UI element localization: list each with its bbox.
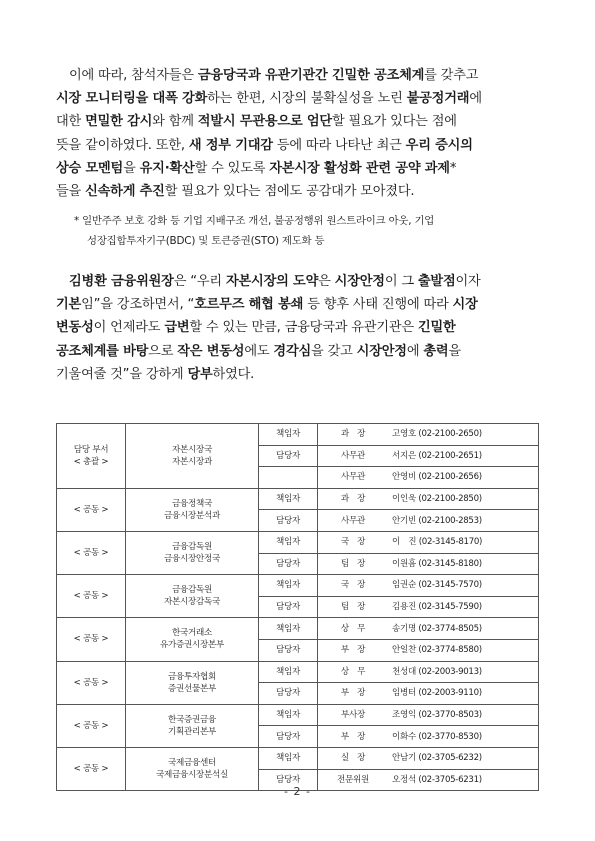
contact-person: 서지은 (02-2100-2651) — [388, 445, 539, 467]
text-line — [56, 180, 539, 203]
contact-title: 상 무 — [318, 618, 389, 640]
department-group-label — [57, 424, 126, 489]
footnote-line-2: 성장집합투자기구(BDC) 및 토큰증권(STO) 제도화 등 — [87, 235, 325, 247]
department-group-label — [57, 661, 126, 704]
contact-title: 국 장 — [318, 531, 389, 553]
department-group-label — [57, 704, 126, 747]
footnote — [74, 211, 544, 251]
contact-person: 고영호 (02-2100-2650) — [388, 424, 539, 446]
body-text: 을 — [448, 343, 461, 359]
organization-name — [126, 424, 259, 489]
body-text: 으로 — [148, 343, 178, 359]
contact-person: 천성대 (02-2003-9013) — [388, 661, 539, 683]
emphasis-text: 자본시장의 도약 — [225, 274, 319, 289]
contact-row — [57, 575, 539, 597]
contact-person: 송기명 (02-3774-8505) — [388, 618, 539, 640]
body-text: 할 수 있도록 — [194, 160, 270, 176]
body-text: 와 함께 — [152, 114, 198, 130]
contact-title: 사무관 — [318, 467, 389, 489]
department-group-label — [57, 618, 126, 661]
emphasis-text: 경각심 — [273, 343, 312, 359]
text-line — [56, 270, 539, 293]
contact-role: 담당자 — [259, 553, 318, 575]
page-number: - 2 - — [284, 785, 311, 798]
body-text — [56, 274, 69, 289]
contact-title: 사무관 — [318, 445, 389, 467]
emphasis-text: 자본시장 활성화 관련 공약 과제 — [269, 160, 450, 176]
body-text: 등 향후 사태 진행에 따라 — [303, 297, 453, 313]
body-text: 뜻을 같이하였다. 또한, — [56, 137, 189, 153]
body-text: 에 — [406, 343, 424, 359]
emphasis-text: 시장안정 — [356, 343, 407, 359]
group-text: < 공동 > — [73, 504, 109, 515]
text-line — [56, 134, 539, 157]
contact-row — [57, 531, 539, 553]
contact-row — [57, 488, 539, 510]
contact-role: 담당자 — [259, 639, 318, 661]
organization-text: 금융시장안정국 — [163, 554, 220, 565]
body-text: 이자 — [455, 274, 481, 289]
organization-name — [126, 661, 259, 704]
body-text: 은 — [318, 274, 335, 289]
contact-person: 안영비 (02-2100-2656) — [388, 467, 539, 489]
contact-row — [57, 747, 539, 769]
group-text: < 공동 > — [73, 591, 109, 602]
contact-role: 책임자 — [259, 488, 318, 510]
organization-text: 금융정책국 — [171, 498, 212, 509]
text-line — [56, 316, 539, 339]
contact-title: 부 장 — [318, 683, 389, 705]
body-text: 하는 한편, 시장의 불확실성을 노린 — [207, 91, 407, 107]
contact-title: 전문위원 — [318, 769, 389, 791]
organization-text: 한국거래소 — [171, 628, 212, 639]
emphasis-text: 공조체계를 바탕 — [56, 343, 149, 359]
body-text: 대한 — [56, 114, 86, 130]
department-group-label — [57, 575, 126, 618]
contact-role — [259, 467, 318, 489]
group-text: 담당 부서 — [73, 444, 109, 455]
organization-text: 금융감독원 — [171, 542, 212, 553]
emphasis-text: 호르무즈 해협 봉쇄 — [194, 297, 304, 313]
organization-text: 금융시장분석과 — [163, 510, 220, 521]
department-group-label — [57, 531, 126, 574]
body-text: 이 그 — [384, 274, 418, 289]
emphasis-text: 유지·확산 — [139, 160, 195, 176]
contact-title: 부 장 — [318, 639, 389, 661]
emphasis-text: 작은 변동성 — [177, 343, 245, 359]
body-text: 에 — [469, 91, 482, 107]
contact-table — [56, 423, 539, 791]
contact-title: 과 장 — [318, 488, 389, 510]
contact-row — [57, 618, 539, 640]
contact-person: 이원흠 (02-3145-8180) — [388, 553, 539, 575]
body-text: 은 “우리 — [173, 274, 226, 289]
contact-role: 담당자 — [259, 726, 318, 748]
group-text: < 공동 > — [73, 720, 109, 731]
contact-person: 이 진 (02-3145-8170) — [388, 531, 539, 553]
body-text: 하였다. — [212, 366, 255, 382]
organization-text: 금융투자협회 — [167, 671, 216, 682]
group-text: < 공동 > — [73, 677, 109, 688]
contact-person: 조영익 (02-3770-8503) — [388, 704, 539, 726]
organization-name — [126, 618, 259, 661]
body-text: 들을 — [56, 184, 86, 200]
text-line — [56, 340, 539, 363]
body-text: 할 수 있는 만큼, 금융당국과 유관기관은 — [189, 320, 418, 336]
organization-text: 국제금융센터 — [167, 758, 216, 768]
organization-text: 기획관리본부 — [167, 726, 216, 737]
organization-name — [126, 575, 259, 618]
text-line — [56, 110, 539, 133]
contact-role: 담당자 — [259, 510, 318, 532]
contact-person: 임병터 (02-2003-9110) — [388, 683, 539, 705]
emphasis-text: 급변 — [164, 320, 190, 336]
contact-person: 이인욱 (02-2100-2850) — [388, 488, 539, 510]
text-line — [56, 363, 539, 386]
contact-title: 부 장 — [318, 726, 389, 748]
emphasis-text: 새 정부 기대감 — [188, 137, 273, 153]
contact-title: 국 장 — [318, 575, 389, 597]
contact-role: 책임자 — [259, 575, 318, 597]
contact-person: 임권순 (02-3145-7570) — [388, 575, 539, 597]
emphasis-text: 시장 — [452, 297, 478, 313]
body-text: 을 갖고 — [311, 343, 357, 359]
contact-title: 팀 장 — [318, 596, 389, 618]
organization-name — [126, 531, 259, 574]
body-text: 이에 따라, 참석자들은 — [56, 68, 198, 83]
contact-person: 오정석 (02-3705-6231) — [388, 769, 539, 791]
body-text: * — [449, 160, 457, 176]
text-line — [56, 87, 539, 110]
organization-text: 자본시장국 — [171, 444, 212, 455]
text-line — [56, 157, 539, 180]
contact-person: 이화수 (02-3770-8530) — [388, 726, 539, 748]
contact-role: 책임자 — [259, 704, 318, 726]
emphasis-text: 변동성 — [56, 320, 94, 336]
body-text: 등에 따라 나타난 최근 — [272, 137, 406, 153]
emphasis-text: 시장 모니터링을 대폭 강화 — [56, 91, 208, 107]
emphasis-text: 신속하게 추진 — [85, 184, 165, 200]
organization-name — [126, 704, 259, 747]
contact-person: 안남기 (02-3705-6232) — [388, 747, 539, 769]
contact-title: 실 장 — [318, 747, 389, 769]
contact-row — [57, 661, 539, 683]
contact-role: 담당자 — [259, 445, 318, 467]
emphasis-text: 금융당국과 유관기관간 긴밀한 공조체계 — [197, 68, 425, 83]
contact-role: 책임자 — [259, 747, 318, 769]
paragraph-chairman-remarks — [56, 270, 539, 386]
body-text: 이 언제라도 — [93, 320, 165, 336]
text-line — [56, 64, 539, 87]
contact-row — [57, 424, 539, 446]
emphasis-text: 불공정거래 — [406, 91, 470, 107]
emphasis-text: 적발시 무관용으로 엄단 — [197, 114, 332, 130]
contact-role: 책임자 — [259, 618, 318, 640]
organization-text: 유가증권시장본부 — [159, 640, 224, 651]
emphasis-text: 당부 — [187, 366, 213, 382]
contact-title: 사무관 — [318, 510, 389, 532]
contact-title: 팀 장 — [318, 553, 389, 575]
organization-text: 금융감독원 — [171, 585, 212, 596]
organization-text: 자본시장과 — [171, 456, 212, 467]
emphasis-text: 기본 — [56, 297, 82, 313]
emphasis-text: 총력 — [423, 343, 449, 359]
group-text: < 공동 > — [73, 764, 109, 774]
body-text: 기울여줄 것”을 강하게 — [56, 366, 188, 382]
contact-person: 안일찬 (02-3774-8580) — [388, 639, 539, 661]
paragraph-market-monitoring — [56, 64, 539, 203]
organization-name — [126, 488, 259, 531]
body-text: 을 — [123, 160, 140, 176]
group-text: < 공동 > — [73, 548, 109, 559]
emphasis-text: 긴밀한 — [417, 320, 456, 336]
contact-role: 책임자 — [259, 531, 318, 553]
footnote-line-1: * 일반주주 보호 강화 등 기업 지배구조 개선, 불공정행위 원스트라이크 아웃, 기업 — [74, 215, 435, 227]
contact-role: 담당자 — [259, 769, 318, 791]
emphasis-text: 시장안정 — [334, 274, 385, 289]
emphasis-text: 김병환 금융위원장 — [69, 274, 174, 289]
emphasis-text: 면밀한 감시 — [85, 114, 153, 130]
contact-role: 담당자 — [259, 683, 318, 705]
contact-role: 책임자 — [259, 661, 318, 683]
organization-text: 자본시장감독국 — [163, 597, 220, 608]
body-text: 임”을 강조하면서, “ — [81, 297, 195, 313]
contact-title: 과 장 — [318, 424, 389, 446]
group-text: < 총괄 > — [73, 456, 109, 467]
emphasis-text: 상승 모멘텀 — [56, 160, 124, 176]
contact-role: 담당자 — [259, 596, 318, 618]
department-group-label — [57, 488, 126, 531]
body-text: 를 갖추고 — [424, 68, 479, 83]
organization-text: 한국증권금융 — [167, 714, 216, 725]
organization-text: 국제금융시장분석실 — [155, 770, 228, 780]
text-line — [56, 293, 539, 316]
contact-title: 상 무 — [318, 661, 389, 683]
group-text: < 공동 > — [73, 634, 109, 645]
emphasis-text: 출발점 — [417, 274, 456, 289]
contact-row — [57, 704, 539, 726]
emphasis-text: 우리 증시의 — [405, 137, 473, 153]
contact-person: 안기빈 (02-2100-2853) — [388, 510, 539, 532]
contact-title: 부사장 — [318, 704, 389, 726]
body-text: 에도 — [244, 343, 274, 359]
body-text: 할 필요가 있다는 점에 — [331, 114, 457, 130]
contact-role: 책임자 — [259, 424, 318, 446]
organization-text: 증권선물본부 — [167, 683, 216, 694]
contact-person: 김용진 (02-3145-7590) — [388, 596, 539, 618]
body-text: 할 필요가 있다는 점에도 공감대가 모아졌다. — [164, 184, 415, 200]
